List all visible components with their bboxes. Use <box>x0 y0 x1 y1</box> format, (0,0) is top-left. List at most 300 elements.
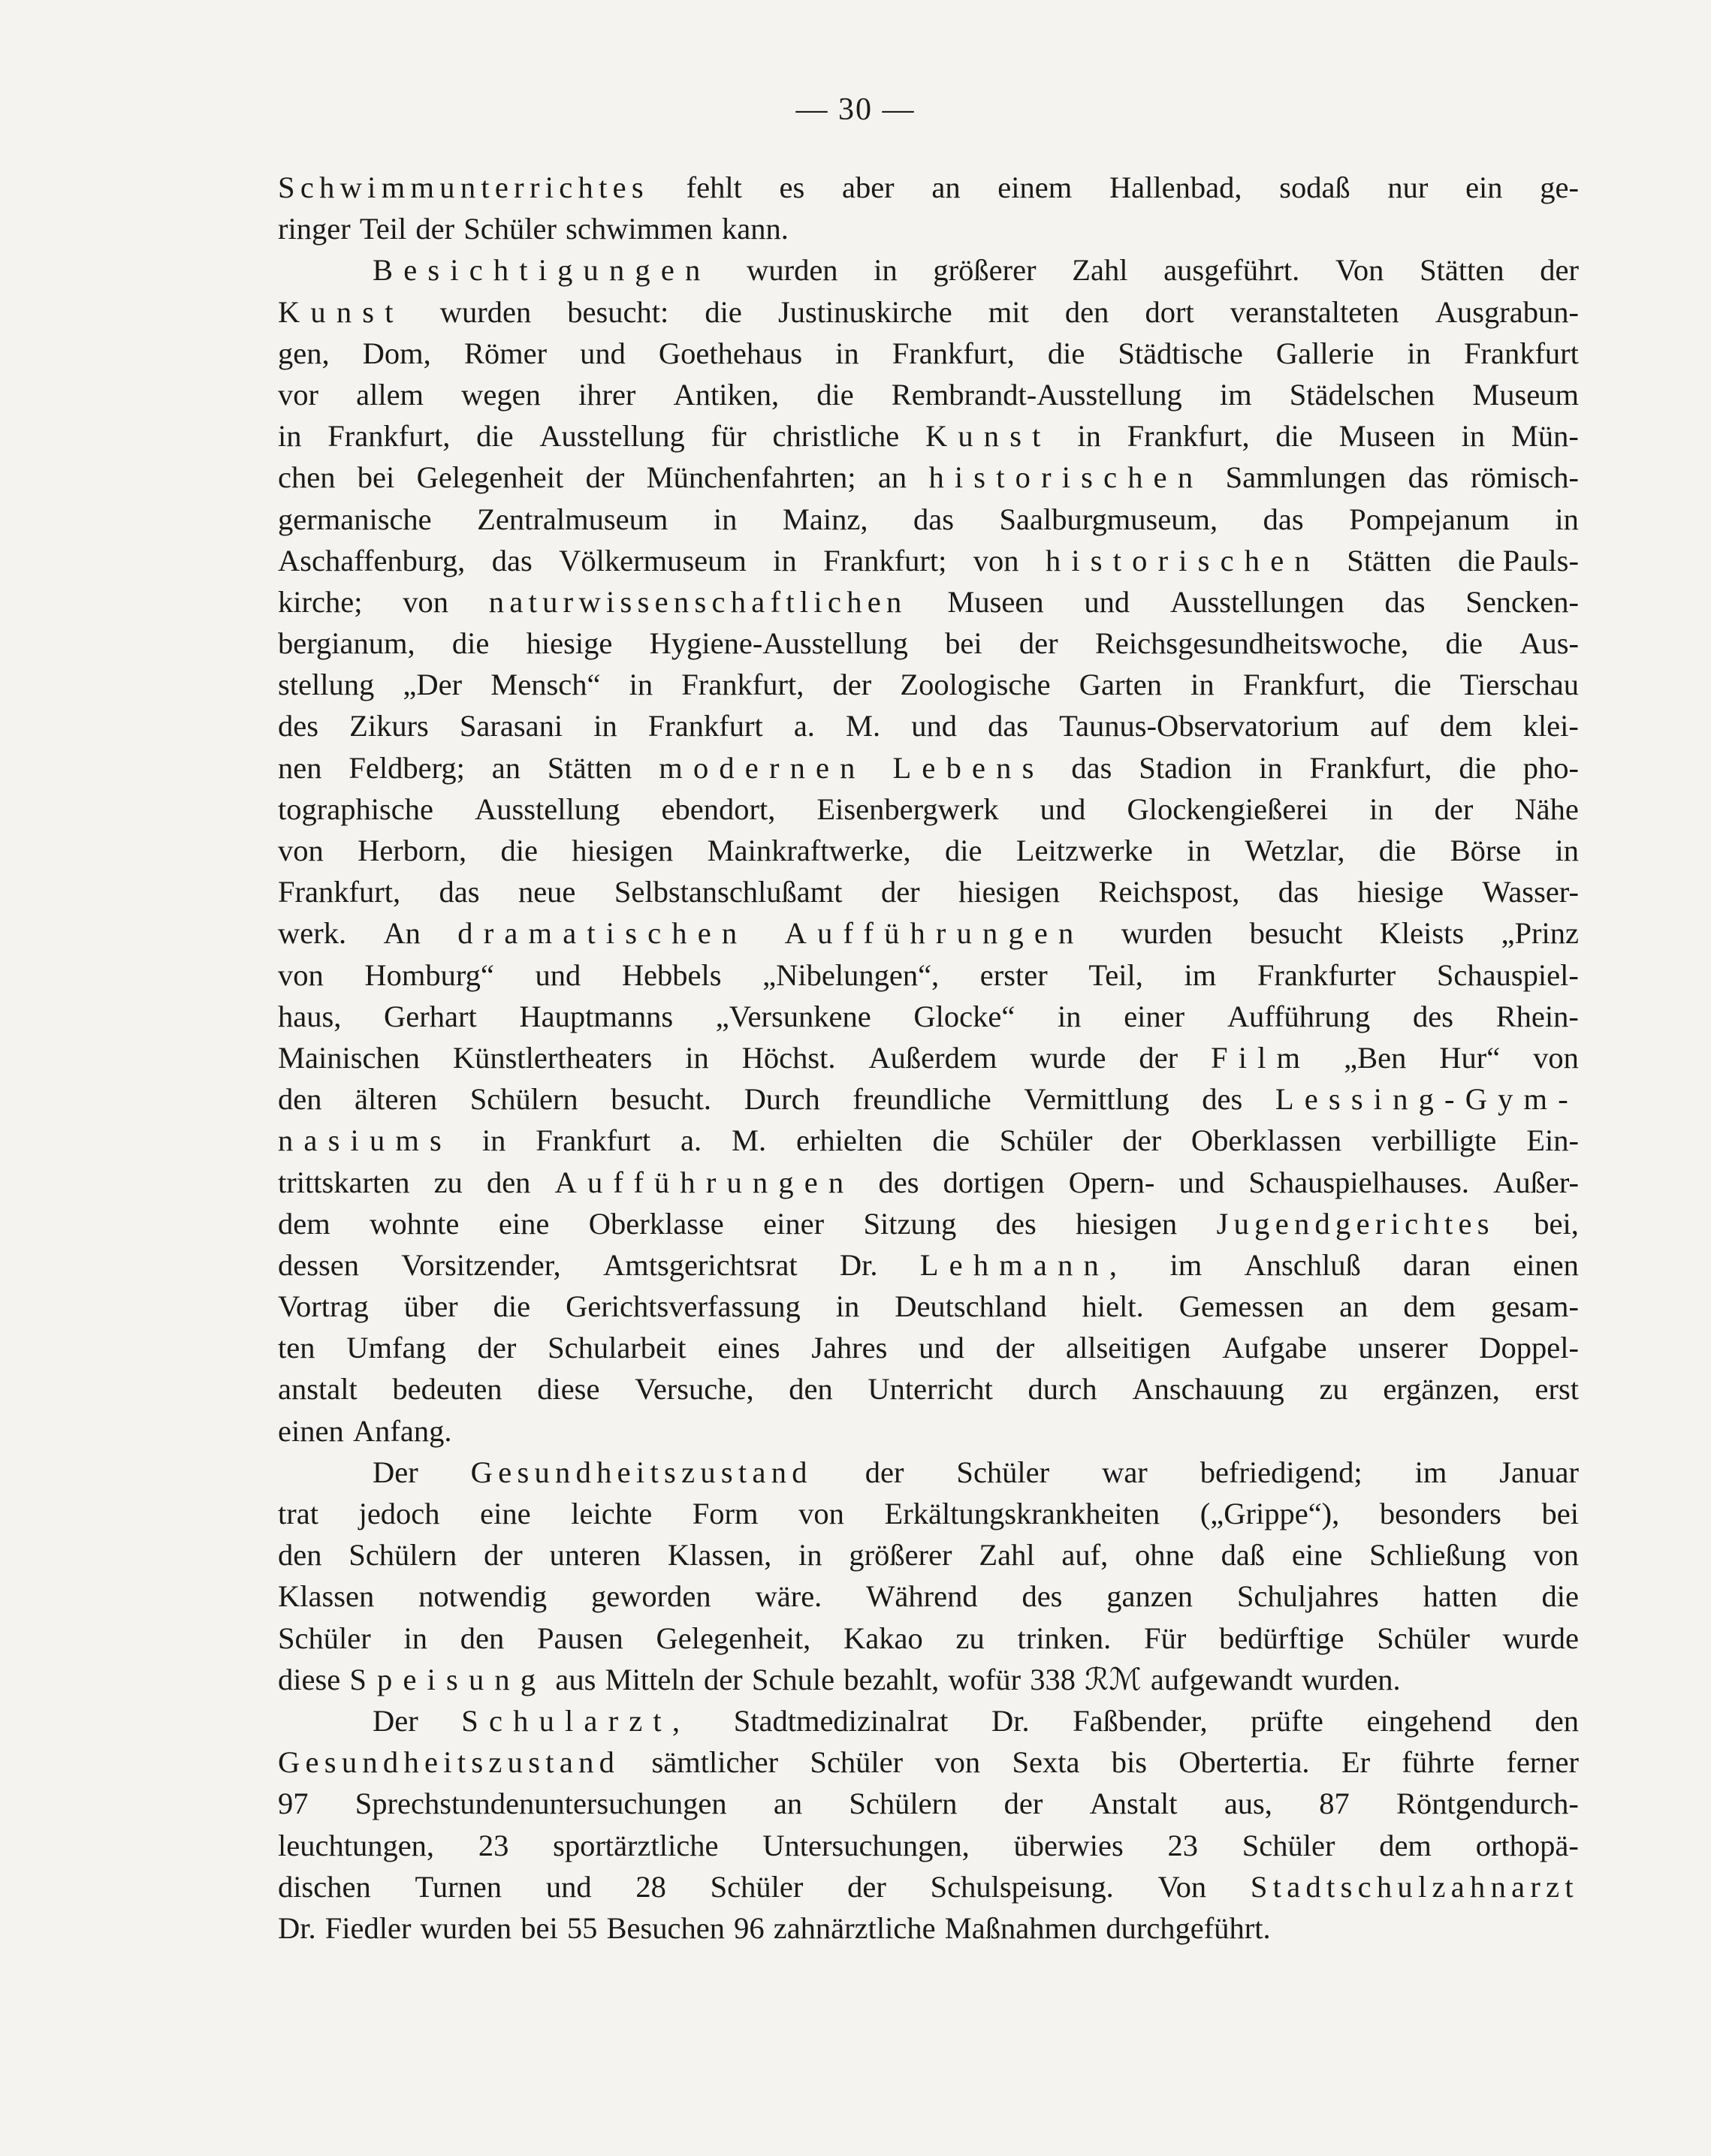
word: Schülern <box>849 1787 958 1821</box>
word: Jahres <box>811 1331 888 1365</box>
word: Mainkraftwerke, <box>707 834 911 867</box>
word: ge- <box>1540 170 1579 204</box>
word: im <box>1414 1455 1447 1489</box>
word: Wetzlar, <box>1245 834 1345 867</box>
word: im <box>1219 377 1252 412</box>
word: von <box>278 957 324 992</box>
text-line <box>278 499 1579 540</box>
word: dem <box>1403 1289 1456 1324</box>
text-line <box>278 374 1579 415</box>
word: in <box>481 1123 506 1158</box>
word: Hallenbad, <box>1109 170 1242 204</box>
word: Frankfurt, <box>681 668 804 702</box>
word: Anstalt <box>1089 1787 1178 1821</box>
word: der <box>865 1455 904 1489</box>
word: Schüler <box>278 1621 371 1655</box>
word: bei <box>1541 1497 1579 1530</box>
text-line <box>278 1783 1579 1824</box>
word: Besuchen <box>606 1910 725 1945</box>
word: Vermittlung <box>1024 1082 1169 1117</box>
word: Zahl <box>1072 253 1128 288</box>
word: Anfang. <box>352 1413 452 1448</box>
word: eine <box>498 1206 550 1241</box>
word: Leitzwerke <box>1015 834 1153 867</box>
word: römisch- <box>1470 460 1579 495</box>
word: das <box>439 875 480 909</box>
word: orthopä- <box>1475 1828 1579 1862</box>
word: Schauspiel- <box>1436 957 1579 992</box>
word: Vorsitzender, <box>401 1247 561 1282</box>
word: ein <box>1465 170 1503 204</box>
word: ausgeführt. <box>1163 253 1300 288</box>
word: wurden. <box>1301 1662 1401 1696</box>
word: eingehend <box>1366 1703 1492 1738</box>
word: sämtlicher <box>651 1745 779 1780</box>
word: Schularzt, <box>461 1703 691 1738</box>
word: Gallerie <box>1275 336 1375 370</box>
word: Kleists <box>1379 916 1465 951</box>
word: Frankfurt; <box>823 543 947 577</box>
word: bis <box>1111 1745 1147 1780</box>
word: Besichtigungen <box>373 253 711 288</box>
word: bergianum, <box>278 626 415 661</box>
word: Stadtschulzahnarzt <box>1250 1869 1579 1904</box>
word: Zentralmuseum <box>477 502 668 536</box>
word: vor <box>278 377 318 412</box>
word: Schulspeisung. <box>930 1869 1114 1904</box>
word: bei, <box>1534 1206 1579 1241</box>
word: und <box>580 336 626 370</box>
word: Untersuchungen, <box>762 1828 970 1862</box>
word: und <box>545 1869 592 1904</box>
word: „Ben <box>1344 1040 1407 1075</box>
word: Gesundheitszustand <box>278 1745 620 1780</box>
word: 338 <box>1030 1662 1076 1696</box>
word: geworden <box>590 1579 711 1614</box>
word: ergänzen, <box>1383 1372 1500 1407</box>
word: ihrer <box>578 377 636 412</box>
word: ganzen <box>1106 1579 1193 1614</box>
word: Zahl <box>979 1538 1035 1573</box>
text-line <box>278 291 1579 333</box>
word: Mensch“ <box>490 668 601 702</box>
word: Schüler <box>810 1745 904 1780</box>
word: Deutschland <box>895 1289 1047 1324</box>
word: freundliche <box>852 1082 991 1117</box>
word: Turnen <box>415 1869 502 1904</box>
word: den <box>278 1082 322 1117</box>
word: Zoologische <box>900 668 1051 702</box>
word: in <box>629 668 653 702</box>
word: Saalburgmuseum, <box>999 502 1218 536</box>
text-line <box>278 249 1579 291</box>
word: besucht <box>1249 916 1343 951</box>
word: Taunus-Observatorium <box>1059 709 1339 743</box>
word: 55 <box>566 1910 598 1945</box>
word: es <box>779 170 805 204</box>
word: Ausstellung <box>474 792 620 826</box>
word: Wasser- <box>1482 875 1579 909</box>
word: ebendort, <box>661 792 776 826</box>
word: Schuljahres <box>1236 1579 1379 1614</box>
text-line <box>278 1037 1579 1078</box>
text-line <box>278 1700 1579 1741</box>
word: in <box>1190 668 1215 702</box>
word: und <box>1178 1165 1225 1199</box>
word: an <box>773 1787 803 1821</box>
word: von <box>1533 1040 1579 1075</box>
word: das <box>1071 750 1112 785</box>
word: auf <box>1370 709 1409 743</box>
word: 87 <box>1319 1787 1350 1821</box>
word: Film <box>1211 1040 1311 1075</box>
text-line <box>278 457 1579 498</box>
word: Börse <box>1450 834 1522 867</box>
word: Goethehaus <box>658 336 803 370</box>
text-line <box>278 1534 1579 1576</box>
word: Frankfurter <box>1257 957 1396 992</box>
word: älteren <box>355 1082 438 1117</box>
text-line <box>278 1576 1579 1617</box>
word: Vortrag <box>278 1289 369 1324</box>
word: das <box>1384 584 1426 619</box>
word: gen, <box>278 336 330 370</box>
word: den <box>789 1372 833 1407</box>
word: Oberklasse <box>588 1206 724 1241</box>
word: Frankfurt, <box>278 875 401 909</box>
word: Schülern <box>349 1538 457 1573</box>
word: den <box>486 1165 531 1199</box>
word: das <box>913 502 955 536</box>
word: a. <box>680 1123 702 1158</box>
word: Kakao <box>843 1621 923 1655</box>
word: nur <box>1387 170 1429 204</box>
word: ohne <box>1135 1538 1194 1573</box>
word: der <box>585 460 625 495</box>
word: die <box>1445 626 1483 661</box>
text-line <box>278 167 1579 208</box>
word: stellung <box>278 668 375 702</box>
word: Frankfurt <box>1463 336 1579 370</box>
word: durchgeführt. <box>1106 1910 1271 1945</box>
word: Aufführungen <box>554 1165 855 1199</box>
word: die <box>476 419 514 454</box>
word: a. <box>793 709 815 743</box>
word: Aufführung <box>1227 999 1371 1033</box>
word: Mitteln <box>605 1662 695 1696</box>
text-line <box>278 1078 1579 1120</box>
word: Stadtmedizinalrat <box>733 1703 949 1738</box>
word: Gelegenheit, <box>656 1621 811 1655</box>
word: diese <box>278 1662 341 1696</box>
word: Anschluß <box>1244 1247 1361 1282</box>
word: Für <box>1144 1621 1187 1655</box>
word: ringer <box>278 212 351 246</box>
word: Frankfurt, <box>327 419 451 454</box>
word: („Grippe“), <box>1200 1497 1340 1530</box>
paragraph <box>278 1452 1579 1700</box>
word: der <box>1139 1040 1178 1075</box>
word: Hygiene-Ausstellung <box>649 626 908 661</box>
word: unteren <box>549 1538 641 1573</box>
word: den <box>460 1621 505 1655</box>
word: eine <box>1291 1538 1343 1573</box>
word: leuchtungen, <box>278 1828 435 1862</box>
word: Unterricht <box>868 1372 993 1407</box>
word: wofür <box>948 1662 1021 1696</box>
word: Stadion <box>1139 750 1233 785</box>
word: führte <box>1402 1745 1475 1780</box>
word: Doppel- <box>1479 1331 1579 1365</box>
text-line <box>278 540 1579 581</box>
word: Frankfurt <box>536 1123 651 1158</box>
word: Stätten <box>1347 543 1432 577</box>
word: veranstalteten <box>1230 294 1399 329</box>
word: Völkermuseum <box>559 543 747 577</box>
word: das <box>1278 875 1319 909</box>
word: Ausstellungen <box>1169 584 1344 619</box>
word: und <box>1040 792 1086 826</box>
word: und <box>1084 584 1130 619</box>
word: in <box>685 1040 709 1075</box>
word: einer <box>1124 999 1185 1033</box>
word: in <box>1555 834 1579 867</box>
word: Gerhart <box>384 999 477 1033</box>
word: aufgewandt <box>1150 1662 1293 1696</box>
word: in <box>1258 750 1283 785</box>
word: ℛℳ <box>1085 1662 1142 1696</box>
text-line <box>278 1120 1579 1161</box>
word: Schüler <box>1377 1621 1470 1655</box>
word: kirche; <box>278 584 363 619</box>
word: wegen <box>461 377 541 412</box>
word: einem <box>997 170 1073 204</box>
word: Museum <box>1472 377 1579 412</box>
word: von <box>798 1497 844 1530</box>
word: wurden <box>747 253 838 288</box>
word: modernen <box>659 750 866 785</box>
word: in <box>1077 419 1101 454</box>
word: Faßbender, <box>1073 1703 1208 1738</box>
text-line <box>278 1825 1579 1866</box>
word: sportärztliche <box>553 1828 719 1862</box>
word: aus, <box>1224 1787 1272 1821</box>
word: bei <box>945 626 982 661</box>
body-text <box>278 167 1579 1949</box>
word: im <box>1169 1247 1203 1282</box>
word: an <box>931 170 961 204</box>
word: Maßnahmen <box>944 1910 1097 1945</box>
word: Lebens <box>892 750 1045 785</box>
word: dischen <box>278 1869 371 1904</box>
word: verbilligte <box>1371 1123 1497 1158</box>
word: Frankfurt, <box>1309 750 1432 785</box>
word: hielt. <box>1082 1289 1144 1324</box>
word: Städtische <box>1118 336 1243 370</box>
word: das <box>988 709 1029 743</box>
word: und <box>535 957 581 992</box>
word: „Nibelungen“, <box>762 957 940 992</box>
word: 23 <box>478 1828 509 1862</box>
word: von <box>403 584 448 619</box>
word: in <box>1369 792 1393 826</box>
word: Stätten <box>547 750 632 785</box>
text-line <box>278 415 1579 457</box>
word: Teil, <box>1088 957 1143 992</box>
word: der <box>484 1538 523 1573</box>
word: Höchst. <box>741 1040 836 1075</box>
word: der <box>832 668 872 702</box>
word: Klassen <box>278 1579 375 1614</box>
word: Von <box>1335 253 1384 288</box>
text-line <box>278 1162 1579 1203</box>
word: die Pauls- <box>1458 543 1579 577</box>
text-line <box>278 208 1579 249</box>
word: allem <box>356 377 424 412</box>
word: in <box>874 253 898 288</box>
word: fehlt <box>686 170 742 204</box>
word: des <box>1021 1579 1063 1614</box>
word: das <box>1263 502 1304 536</box>
word: an <box>877 460 907 495</box>
word: Ausgrabun- <box>1435 294 1579 329</box>
word: Garten <box>1079 668 1162 702</box>
word: die <box>932 1123 970 1158</box>
text-line <box>278 1741 1579 1783</box>
word: Hebbels <box>621 957 722 992</box>
text-line <box>278 1452 1579 1493</box>
word: 97 <box>278 1787 309 1821</box>
word: Fiedler <box>324 1910 412 1945</box>
word: einen <box>278 1413 344 1448</box>
word: das <box>1408 460 1449 495</box>
word: die <box>1378 834 1417 867</box>
word: hiesigen <box>572 834 674 867</box>
text-line <box>278 996 1579 1037</box>
word: Schauspielhauses. <box>1248 1165 1469 1199</box>
word: Glockengießerei <box>1127 792 1329 826</box>
word: Hauptmanns <box>519 999 674 1033</box>
word: Römer <box>463 336 548 370</box>
word: „Prinz <box>1501 916 1579 951</box>
word: Pompejanum <box>1349 502 1510 536</box>
word: die <box>944 834 982 867</box>
text-line <box>278 1907 1579 1949</box>
word: neue <box>518 875 576 909</box>
word: größerer <box>849 1538 952 1573</box>
word: Aus- <box>1519 626 1579 661</box>
word: Frankfurt <box>647 709 763 743</box>
text-line <box>278 1327 1579 1368</box>
word: die <box>451 626 490 661</box>
word: Klassen, <box>667 1538 772 1573</box>
word: die <box>816 377 854 412</box>
word: Ein- <box>1526 1123 1579 1158</box>
word: Speisung <box>349 1662 547 1696</box>
word: hiesigen <box>958 875 1061 909</box>
word: bezahlt, <box>843 1662 940 1696</box>
word: Mainz, <box>782 502 868 536</box>
word: Aufführungen <box>784 916 1085 951</box>
word: trittskarten <box>278 1165 410 1199</box>
word: erhielten <box>795 1123 903 1158</box>
word: der <box>1003 1787 1043 1821</box>
word: Frankfurt, <box>1127 419 1250 454</box>
word: christliche <box>772 419 900 454</box>
word: in <box>835 1289 860 1324</box>
word: leichte <box>571 1497 653 1530</box>
word: Außerdem <box>868 1040 997 1075</box>
word: hatten <box>1423 1579 1498 1614</box>
text-line <box>278 1659 1579 1700</box>
word: Homburg“ <box>364 957 494 992</box>
word: klei- <box>1522 709 1579 743</box>
word: zu <box>955 1621 985 1655</box>
word: hiesige <box>526 626 613 661</box>
word: Sexta <box>1012 1745 1080 1780</box>
word: hiesigen <box>1076 1206 1178 1241</box>
word: Röntgendurch- <box>1396 1787 1579 1821</box>
word: M. <box>846 709 881 743</box>
paragraph <box>278 1700 1579 1949</box>
word: aus <box>555 1662 596 1696</box>
word: in <box>713 502 738 536</box>
word: Dr. <box>278 1910 316 1945</box>
text-line <box>278 581 1579 623</box>
word: Lehmann, <box>919 1247 1128 1282</box>
word: werk. <box>278 916 347 951</box>
word: größerer <box>933 253 1037 288</box>
word: Herborn, <box>358 834 467 867</box>
word: Reichsgesundheitswoche, <box>1094 626 1409 661</box>
word: des <box>878 1165 919 1199</box>
word: einer <box>763 1206 825 1241</box>
word: erst <box>1534 1372 1579 1407</box>
word: nen <box>278 750 322 785</box>
word: des <box>995 1206 1037 1241</box>
word: war <box>1102 1455 1148 1489</box>
text-line <box>278 954 1579 996</box>
word: wurden <box>439 294 532 329</box>
word: die <box>493 1289 531 1324</box>
word: Ausstellung <box>539 419 685 454</box>
word: Sammlungen <box>1225 460 1387 495</box>
word: Justinuskirche <box>777 294 952 329</box>
word: die <box>500 834 538 867</box>
text-line <box>278 871 1579 912</box>
word: in <box>798 1538 822 1573</box>
word: Versuche, <box>635 1372 754 1407</box>
page-number: — 30 — <box>795 92 916 127</box>
word: an <box>491 750 521 785</box>
word: dem <box>278 1206 330 1241</box>
word: Reichspost, <box>1098 875 1240 909</box>
word: der <box>703 1662 743 1696</box>
word: Schularbeit <box>548 1331 687 1365</box>
word: überwies <box>1013 1828 1124 1862</box>
word: Mainischen <box>278 1040 420 1075</box>
word: Januar <box>1499 1455 1579 1489</box>
word: bedürftige <box>1219 1621 1344 1655</box>
word: die <box>1541 1579 1579 1614</box>
word: Künstlertheaters <box>452 1040 653 1075</box>
word: jedoch <box>358 1497 440 1530</box>
word: daß <box>1221 1538 1266 1573</box>
word: Schülern <box>469 1082 578 1117</box>
word: Der <box>373 1703 418 1738</box>
word: Sarasani <box>459 709 563 743</box>
word: pho- <box>1522 750 1579 785</box>
